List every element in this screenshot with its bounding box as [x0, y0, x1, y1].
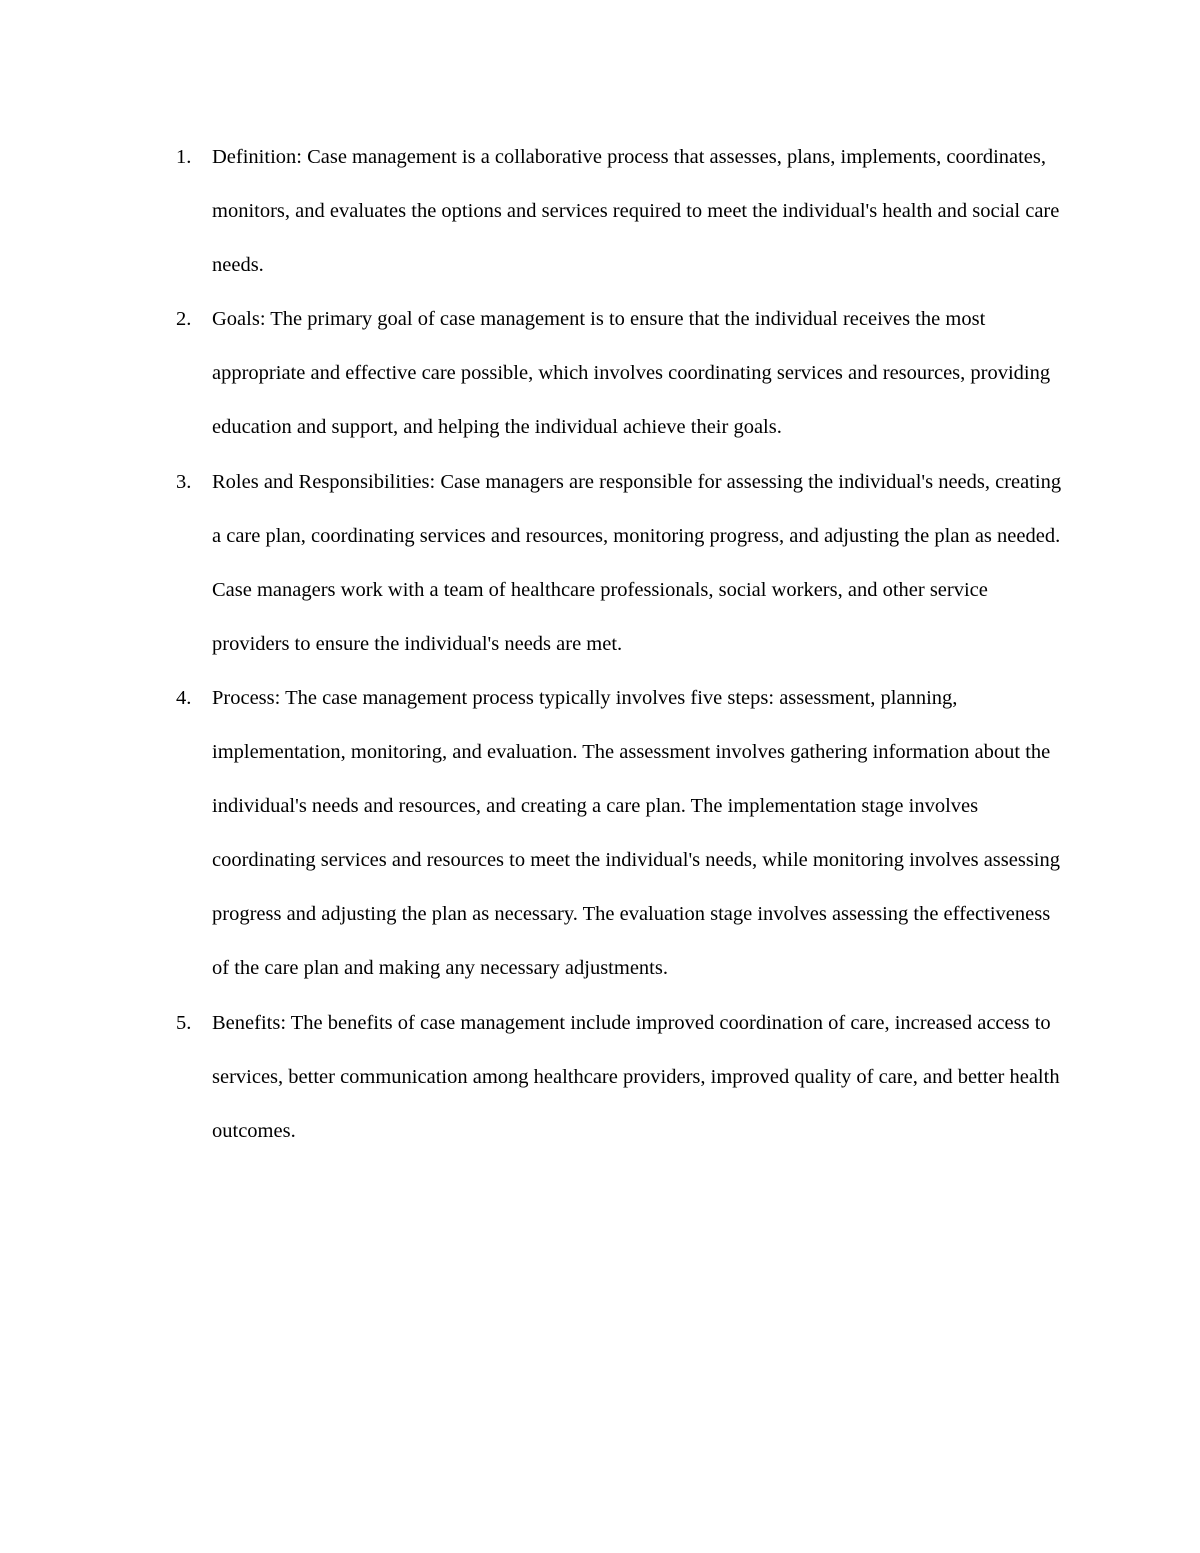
list-item — [170, 130, 1070, 292]
list-item-text: Roles and Responsibilities: Case managers are responsible for assessing the individual's needs, creating a care plan, coordinating services and resources, monitoring progress, and adjusting the plan as needed. Case managers work with a team of healthcare professionals, social workers, and other service providers to ensure the individual's needs are met. — [212, 470, 1062, 655]
list-item-number: 4. — [176, 686, 192, 709]
list-item — [170, 455, 1070, 671]
list-item-text: Process: The case management process typically involves five steps: assessment, planning, implementation, monitoring, and evaluation. The assessment involves gathering information about the individual's needs and resources, and creating a care plan. The implementation stage involves coordinating services and resources to meet the individual's needs, while monitoring involves assessing progress and adjusting the plan as necessary. The evaluation stage involves assessing the effectiveness of the care plan and making any necessary adjustments. — [212, 686, 1060, 980]
list-item-text: Goals: The primary goal of case management is to ensure that the individual receives the most appropriate and effective care possible, which involves coordinating services and resources, providing education and support, and helping the individual achieve their goals. — [212, 308, 1051, 439]
list-item-number: 3. — [176, 470, 192, 493]
list-item-number: 2. — [176, 308, 192, 331]
list-item — [170, 671, 1070, 996]
list-item-text: Definition: Case management is a collaborative process that assesses, plans, implements, coordinates, monitors, and evaluates the options and services required to meet the individual's health and social care needs. — [212, 146, 1060, 277]
list-item-number: 5. — [176, 1011, 192, 1034]
list-item-text: Benefits: The benefits of case management include improved coordination of care, increased access to services, better communication among healthcare providers, improved quality of care, and better health outcomes. — [212, 1011, 1060, 1142]
list-item-number: 1. — [176, 146, 192, 168]
list-item — [170, 292, 1070, 454]
list-item — [170, 996, 1070, 1158]
numbered-list — [170, 130, 1070, 1158]
